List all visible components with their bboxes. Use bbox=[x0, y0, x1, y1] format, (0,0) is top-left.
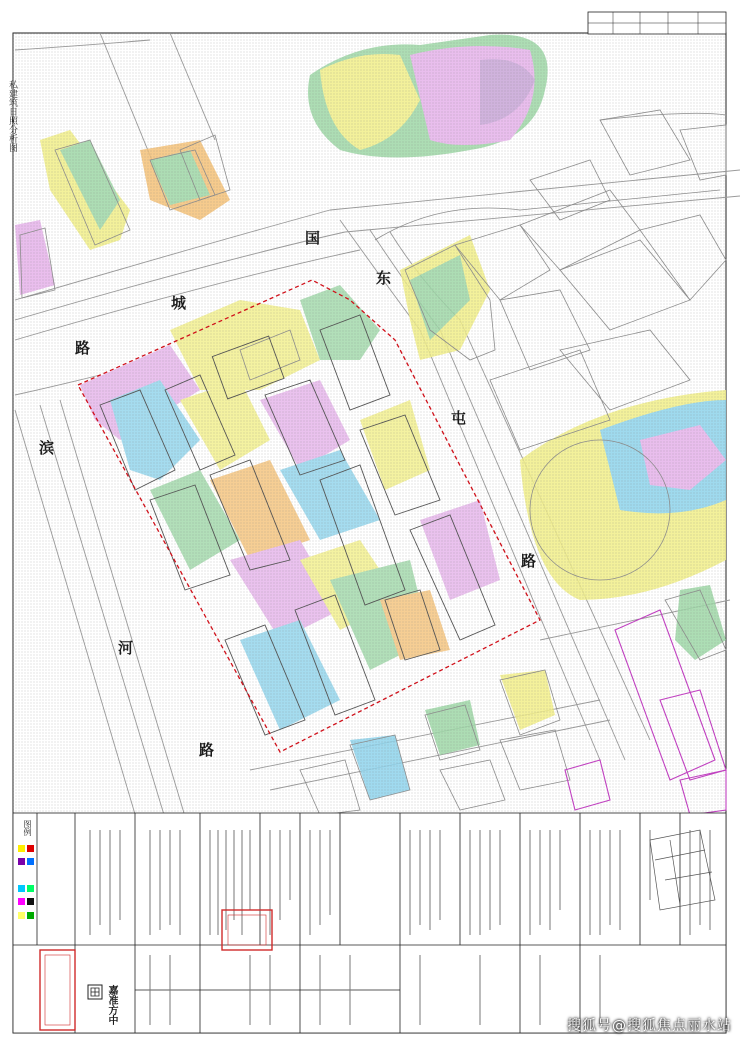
road-label-north-3: 路 bbox=[73, 340, 91, 357]
road-label-east-1: 东 bbox=[374, 270, 392, 287]
legend-swatch-9 bbox=[18, 912, 25, 919]
legend-swatch-1 bbox=[18, 845, 25, 852]
company-name: 嘉准方中 bbox=[106, 985, 117, 1025]
road-label-east-2: 屯 bbox=[449, 410, 467, 427]
legend-swatch-7 bbox=[18, 898, 25, 905]
legend-swatch-10 bbox=[27, 912, 34, 919]
side-title: 私建筑日照分析图 bbox=[7, 80, 17, 152]
road-label-north-1: 国 bbox=[303, 230, 321, 247]
legend-swatch-6 bbox=[27, 885, 34, 892]
road-label-west-2: 河 bbox=[116, 640, 134, 657]
legend-swatch-3 bbox=[18, 858, 25, 865]
road-label-north-2: 城 bbox=[169, 295, 187, 312]
legend-swatch-2 bbox=[27, 845, 34, 852]
road-label-west-1: 滨 bbox=[37, 440, 55, 457]
legend-swatch-8 bbox=[27, 898, 34, 905]
legend-swatch-4 bbox=[27, 858, 34, 865]
legend-swatch-5 bbox=[18, 885, 25, 892]
stipple-texture bbox=[13, 33, 726, 813]
header-table bbox=[588, 12, 726, 34]
source-watermark: 搜狐号@搜狐焦点丽水站 bbox=[567, 1018, 732, 1034]
legend-title: 图例 bbox=[23, 820, 32, 836]
road-label-east-3: 路 bbox=[519, 553, 537, 570]
road-label-west-3: 路 bbox=[197, 742, 215, 759]
